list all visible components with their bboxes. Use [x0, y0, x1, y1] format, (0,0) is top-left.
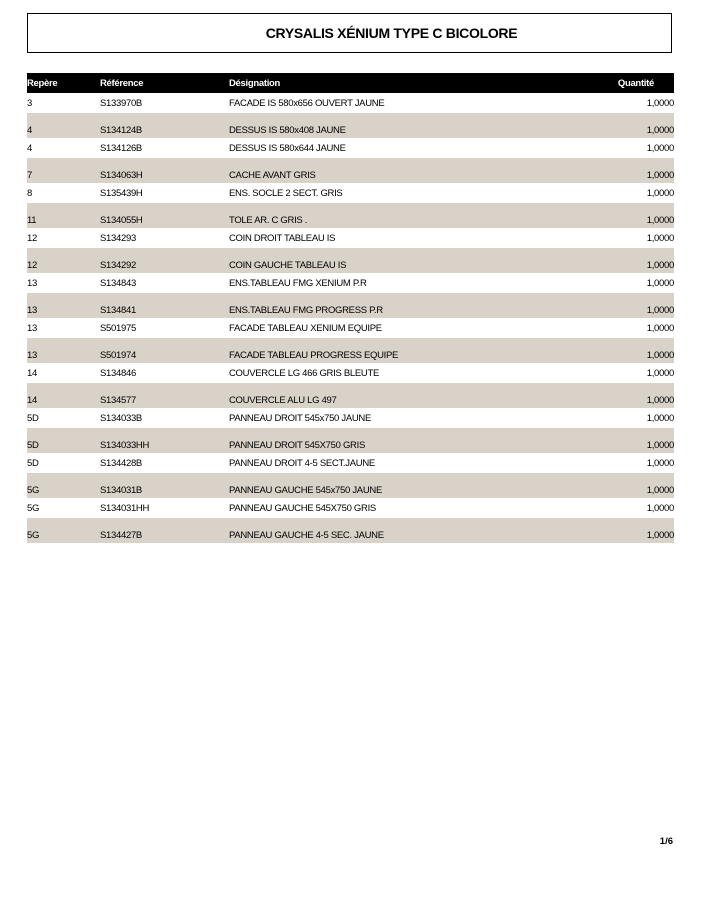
cell-designation: PANNEAU GAUCHE 4-5 SEC. JAUNE [229, 518, 574, 543]
cell-quantite: 1,0000 [574, 203, 674, 228]
cell-designation: ENS.TABLEAU FMG XENIUM P.R [229, 273, 574, 293]
parts-table [27, 73, 674, 543]
cell-reference: S134126B [100, 138, 229, 158]
table-row [27, 408, 674, 428]
table-row [27, 518, 674, 543]
table-row [27, 363, 674, 383]
cell-designation: PANNEAU DROIT 545x750 JAUNE [229, 408, 574, 428]
cell-designation: CACHE AVANT GRIS [229, 158, 574, 183]
cell-designation: FACADE TABLEAU XENIUM EQUIPE [229, 318, 574, 338]
header-quantite: Quantité [574, 73, 674, 93]
cell-designation: COUVERCLE LG 466 GRIS BLEUTE [229, 363, 574, 383]
header-row [27, 73, 674, 93]
cell-reference: S134846 [100, 363, 229, 383]
cell-designation: ENS.TABLEAU FMG PROGRESS P.R [229, 293, 574, 318]
table-row [27, 318, 674, 338]
cell-repere: 5D [27, 453, 100, 473]
cell-repere: 13 [27, 338, 100, 363]
table-row [27, 158, 674, 183]
cell-reference: S134293 [100, 228, 229, 248]
cell-repere: 8 [27, 183, 100, 203]
cell-quantite: 1,0000 [574, 273, 674, 293]
parts-table-header [27, 73, 674, 93]
cell-reference: S133970B [100, 93, 229, 113]
parts-table-body [27, 93, 674, 543]
cell-quantite: 1,0000 [574, 293, 674, 318]
cell-reference: S134033HH [100, 428, 229, 453]
cell-quantite: 1,0000 [574, 363, 674, 383]
cell-repere: 12 [27, 248, 100, 273]
table-row [27, 138, 674, 158]
cell-quantite: 1,0000 [574, 93, 674, 113]
cell-reference: S134577 [100, 383, 229, 408]
table-row [27, 498, 674, 518]
cell-quantite: 1,0000 [574, 228, 674, 248]
cell-designation: FACADE IS 580x656 OUVERT JAUNE [229, 93, 574, 113]
cell-reference: S501975 [100, 318, 229, 338]
cell-repere: 4 [27, 138, 100, 158]
cell-quantite: 1,0000 [574, 453, 674, 473]
table-row [27, 93, 674, 113]
header-repere: Repère [27, 73, 100, 93]
cell-designation: DESSUS IS 580x644 JAUNE [229, 138, 574, 158]
cell-repere: 14 [27, 383, 100, 408]
cell-reference: S134031B [100, 473, 229, 498]
cell-quantite: 1,0000 [574, 183, 674, 203]
cell-reference: S134031HH [100, 498, 229, 518]
cell-reference: S134428B [100, 453, 229, 473]
cell-repere: 4 [27, 113, 100, 138]
header-reference: Référence [100, 73, 229, 93]
cell-designation: COIN GAUCHE TABLEAU IS [229, 248, 574, 273]
cell-quantite: 1,0000 [574, 158, 674, 183]
table-row [27, 183, 674, 203]
page-number: 1/6 [659, 836, 673, 847]
table-row [27, 228, 674, 248]
cell-quantite: 1,0000 [574, 408, 674, 428]
cell-repere: 13 [27, 273, 100, 293]
cell-designation: COUVERCLE ALU LG 497 [229, 383, 574, 408]
cell-repere: 14 [27, 363, 100, 383]
document-title: CRYSALIS XÉNIUM TYPE C BICOLORE [265, 25, 518, 41]
cell-reference: S134843 [100, 273, 229, 293]
table-row [27, 293, 674, 318]
table-row [27, 203, 674, 228]
cell-quantite: 1,0000 [574, 248, 674, 273]
cell-quantite: 1,0000 [574, 518, 674, 543]
cell-designation: PANNEAU DROIT 545X750 GRIS [229, 428, 574, 453]
cell-designation: DESSUS IS 580x408 JAUNE [229, 113, 574, 138]
table-row [27, 428, 674, 453]
cell-reference: S134292 [100, 248, 229, 273]
cell-designation: PANNEAU GAUCHE 545x750 JAUNE [229, 473, 574, 498]
cell-reference: S134033B [100, 408, 229, 428]
table-row [27, 248, 674, 273]
cell-designation: TOLE AR. C GRIS . [229, 203, 574, 228]
cell-designation: PANNEAU DROIT 4-5 SECT.JAUNE [229, 453, 574, 473]
cell-quantite: 1,0000 [574, 428, 674, 453]
cell-reference: S134063H [100, 158, 229, 183]
cell-quantite: 1,0000 [574, 473, 674, 498]
cell-reference: S134841 [100, 293, 229, 318]
cell-repere: 13 [27, 293, 100, 318]
cell-reference: S135439H [100, 183, 229, 203]
cell-designation: COIN DROIT TABLEAU IS [229, 228, 574, 248]
table-row [27, 453, 674, 473]
cell-designation: ENS. SOCLE 2 SECT. GRIS [229, 183, 574, 203]
cell-repere: 3 [27, 93, 100, 113]
cell-repere: 5G [27, 518, 100, 543]
cell-designation: FACADE TABLEAU PROGRESS EQUIPE [229, 338, 574, 363]
table-row [27, 338, 674, 363]
cell-repere: 5G [27, 498, 100, 518]
cell-quantite: 1,0000 [574, 383, 674, 408]
cell-repere: 7 [27, 158, 100, 183]
cell-reference: S134124B [100, 113, 229, 138]
table-row [27, 383, 674, 408]
cell-quantite: 1,0000 [574, 138, 674, 158]
document-title-box [27, 13, 672, 53]
header-designation: Désignation [229, 73, 574, 93]
table-row [27, 113, 674, 138]
table-row [27, 273, 674, 293]
cell-quantite: 1,0000 [574, 498, 674, 518]
cell-quantite: 1,0000 [574, 338, 674, 363]
cell-repere: 11 [27, 203, 100, 228]
cell-repere: 5G [27, 473, 100, 498]
cell-quantite: 1,0000 [574, 318, 674, 338]
cell-repere: 13 [27, 318, 100, 338]
cell-reference: S134427B [100, 518, 229, 543]
cell-repere: 12 [27, 228, 100, 248]
cell-reference: S134055H [100, 203, 229, 228]
cell-reference: S501974 [100, 338, 229, 363]
table-row [27, 473, 674, 498]
cell-repere: 5D [27, 408, 100, 428]
cell-quantite: 1,0000 [574, 113, 674, 138]
cell-designation: PANNEAU GAUCHE 545X750 GRIS [229, 498, 574, 518]
cell-repere: 5D [27, 428, 100, 453]
